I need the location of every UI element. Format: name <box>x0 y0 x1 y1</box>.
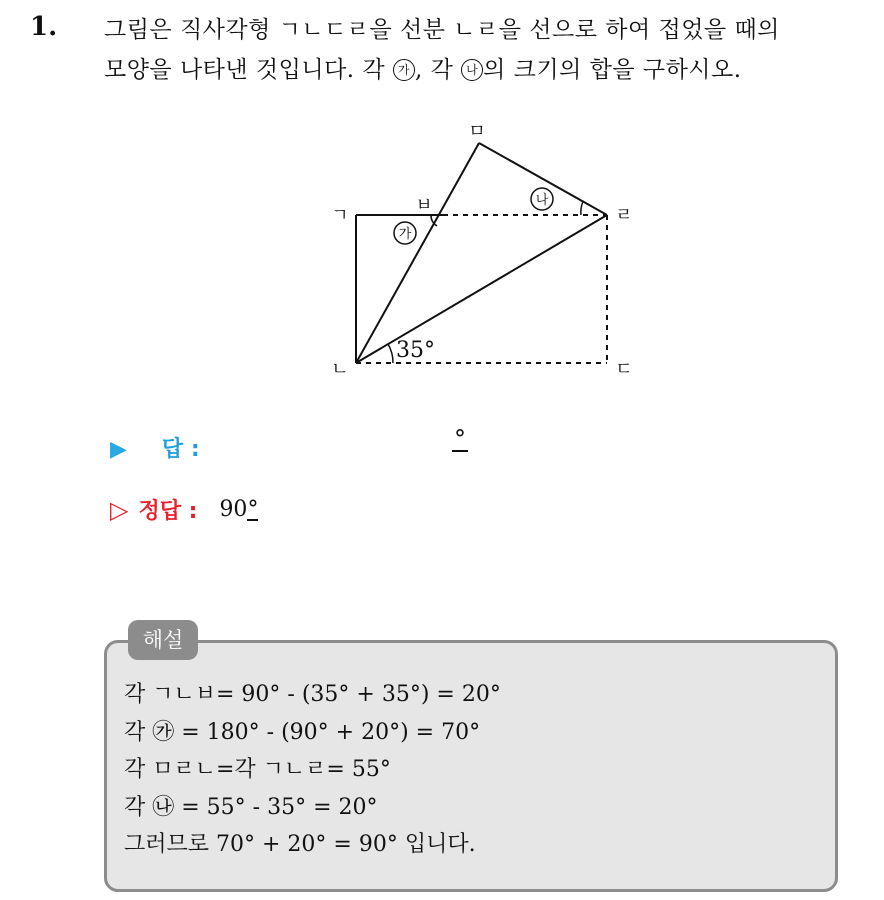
solution-line: 각 ㉮ = 180° - (90° + 20°) = 70° <box>124 719 481 745</box>
vertex-bieup-label: ㅂ <box>415 195 433 216</box>
vertex-rieul-label: ㄹ <box>615 205 633 226</box>
vertex-mieum-label: ㅁ <box>468 121 486 142</box>
correct-answer-value <box>219 497 258 522</box>
question-text <box>104 10 874 90</box>
question-number: 1. <box>30 12 58 42</box>
answer-input[interactable]: ° <box>454 425 466 453</box>
angle-na-text: 나 <box>535 193 549 208</box>
diagonal-nieun-rieul <box>356 215 607 363</box>
answer-arrow-icon: ▶ <box>110 437 127 462</box>
answer-row <box>110 432 200 463</box>
solution-line: 각 ㉯ = 55° - 35° = 20° <box>124 794 378 820</box>
circle-ga-marker: 가 <box>393 59 415 81</box>
question-line-2-b: , 각 <box>414 57 462 83</box>
vertex-digeut-label: ㄷ <box>615 359 633 380</box>
circle-na-marker: 나 <box>461 59 483 81</box>
correct-answer-label: 정답 : <box>138 499 198 524</box>
question-line-2-a: 모양을 나타낸 것입니다. 각 <box>104 57 393 83</box>
solution-line: 그러므로 70° + 20° = 90° 입니다. <box>124 832 476 857</box>
correct-answer-unit: ° <box>247 497 259 522</box>
arc-angle-na <box>581 202 583 216</box>
angle-35-label: 35° <box>396 338 435 363</box>
angle-ga-text: 가 <box>398 227 412 242</box>
solution-line: 각 ㅁㄹㄴ=각 ㄱㄴㄹ= 55° <box>124 757 391 782</box>
correct-arrow-icon: ▷ <box>110 495 129 524</box>
correct-answer-row <box>110 494 258 525</box>
question-line-1: 그림은 직사각형 ㄱㄴㄷㄹ을 선분 ㄴㄹ을 선으로 하여 접었을 때의 <box>104 17 780 43</box>
solution-line: 각 ㄱㄴㅂ= 90° - (35° + 35°) = 20° <box>124 682 501 707</box>
edge-nieun-mieum <box>356 143 479 363</box>
answer-label: 답 : <box>161 437 200 462</box>
folded-rectangle-figure <box>320 112 640 382</box>
question-line-2 <box>104 50 874 90</box>
vertex-giyeok-label: ㄱ <box>331 205 349 226</box>
arc-angle-35 <box>388 344 393 363</box>
question-line-2-c: 의 크기의 합을 구하시오. <box>483 57 742 83</box>
correct-answer-number: 90 <box>219 497 248 522</box>
solution-lines <box>124 676 501 864</box>
vertex-nieun-label: ㄴ <box>331 359 349 380</box>
solution-tab: 해설 <box>128 620 198 660</box>
